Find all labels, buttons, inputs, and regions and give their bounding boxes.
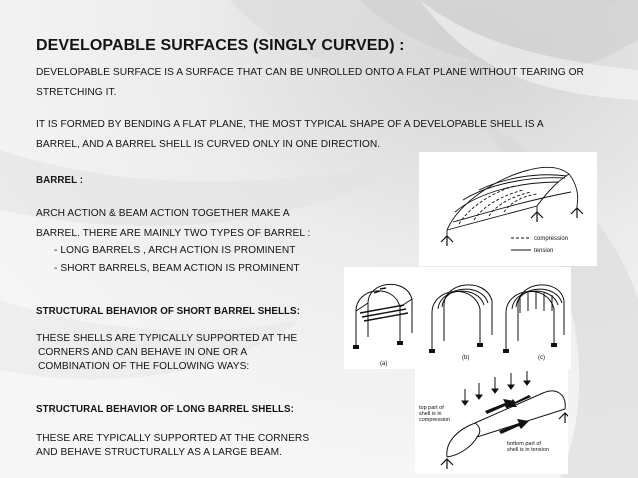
- barrel-line-1: ARCH ACTION & BEAM ACTION TOGETHER MAKE A: [36, 208, 290, 219]
- label-a: (a): [380, 361, 388, 367]
- barrel-heading: BARREL :: [36, 175, 84, 186]
- label-top-1: top part of: [419, 405, 444, 411]
- legend-compression: compression: [534, 236, 569, 242]
- short-barrel-heading: STRUCTURAL BEHAVIOR OF SHORT BARREL SHELLS:: [36, 306, 300, 317]
- long-barrel-beam-figure: [415, 369, 568, 474]
- long-barrel-line-1: THESE ARE TYPICALLY SUPPORTED AT THE CORNERS: [36, 433, 310, 444]
- label-top-3: compression: [419, 417, 451, 423]
- short-barrel-behaviour-figure: [344, 267, 571, 369]
- label-bottom-2: shell is in tension: [507, 447, 549, 453]
- definition-line-2: STRETCHING IT.: [36, 87, 117, 98]
- barrel-type-short: - SHORT BARRELS, BEAM ACTION IS PROMINENT: [54, 263, 300, 274]
- label-b: (b): [462, 355, 470, 361]
- short-barrel-line-1: THESE SHELLS ARE TYPICALLY SUPPORTED AT THE: [36, 333, 298, 344]
- long-barrel-line-2: AND BEHAVE STRUCTURALLY AS A LARGE BEAM.: [36, 447, 283, 458]
- barrel-stress-lines-figure: [419, 152, 597, 266]
- long-barrel-heading: STRUCTURAL BEHAVIOR OF LONG BARREL SHELLS:: [36, 404, 294, 415]
- definition-line-1: DEVELOPABLE SURFACE IS A SURFACE THAT CAN BE UNROLLED ONTO A FLAT PLANE WITHOUT TEARING OR: [36, 67, 584, 78]
- label-top-2: shell is in: [419, 411, 442, 417]
- barrel-line-2: BARREL. THERE ARE MAINLY TWO TYPES OF BARREL :: [36, 228, 311, 239]
- legend-tension: tension: [534, 248, 554, 254]
- formation-line-1: IT IS FORMED BY BENDING A FLAT PLANE, THE MOST TYPICAL SHAPE OF A DEVELOPABLE SHELL IS A: [36, 119, 544, 130]
- label-c: (c): [538, 355, 545, 361]
- label-bottom-1: bottom part of: [507, 441, 541, 447]
- slide-title: DEVELOPABLE SURFACES (SINGLY CURVED) :: [36, 37, 405, 54]
- short-barrel-line-3: COMBINATION OF THE FOLLOWING WAYS:: [38, 361, 250, 372]
- short-barrel-line-2: CORNERS AND CAN BEHAVE IN ONE OR A: [38, 347, 248, 358]
- formation-line-2: BARREL, AND A BARREL SHELL IS CURVED ONLY IN ONE DIRECTION.: [36, 139, 381, 150]
- barrel-type-long: - LONG BARRELS , ARCH ACTION IS PROMINENT: [54, 245, 296, 256]
